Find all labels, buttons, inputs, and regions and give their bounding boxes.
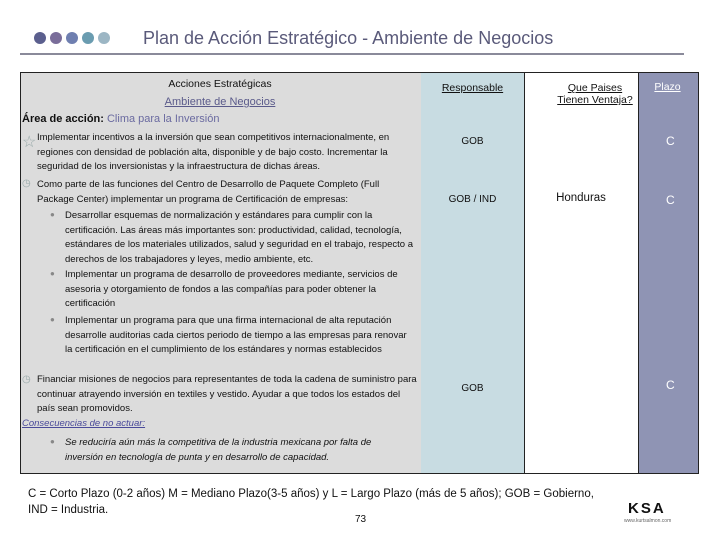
subitem-text: Desarrollar esquemas de normalización y estándares para cumplir con la certificación. Las áreas más importantes son: productividad, calidad, tecnología, estándares de los materiales utilizados, salud y seguridad en el trabajo, respecto a derechos de los trabajadores y leyes, medio ambiente, etc. [65, 210, 414, 265]
col-header-plazo: Plazo [654, 81, 681, 93]
dot-bullet-icon: ● [50, 315, 55, 324]
ksa-logo: KSA [628, 500, 666, 517]
dot-bullet-icon: ● [50, 437, 55, 446]
plazo-value: C [666, 134, 675, 148]
star-bullet-icon: ☆ [22, 134, 37, 151]
responsable-value: GOB [461, 136, 484, 147]
legend-footnote: C = Corto Plazo (0-2 años) M = Mediano Plazo(3-5 años) y L = Largo Plazo (más de 5 años); GOB = Gobierno, IND = Industria. [28, 488, 594, 516]
dot-icon [66, 32, 78, 44]
dot-bullet-icon: ● [50, 269, 55, 278]
plazo-column [638, 72, 699, 474]
title-divider [20, 53, 684, 55]
responsable-value: GOB [461, 383, 484, 394]
page-title: Plan de Acción Estratégico - Ambiente de Negocios [143, 28, 554, 48]
section-subtitle: Ambiente de Negocios [164, 96, 276, 108]
dot-icon [34, 32, 46, 44]
dot-icon [50, 32, 62, 44]
col-header-paises: Que Paises Tienen Ventaja? [557, 82, 633, 106]
area-label: Área de acción: [22, 113, 104, 125]
dot-bullet-icon: ● [50, 210, 55, 219]
action-text: Implementar incentivos a la inversión que sean competitivos internacionalmente, en regiones con densidad de población alta, disponible y de bajo costo. Incrementar la seguridad de los inversionistas y la infraestructura de dichas áreas. [37, 132, 390, 172]
decorative-dots [34, 32, 110, 44]
plazo-value: C [666, 378, 675, 392]
subitem-text: Implementar un programa para que una firma internacional de alta reputación desarrolle auditorias cada ciertos periodo de tiempo a las empresas para renovar la certificación en el cumplimiento de los estándares y normas establecidos [65, 315, 407, 355]
responsable-value: GOB / IND [448, 194, 497, 205]
dot-icon [98, 32, 110, 44]
action-text: Como parte de las funciones del Centro de Desarrollo de Paquete Completo (Full Package Center) implementar un programa de Certificación de empresas: [37, 179, 380, 205]
area-value: Clima para la Inversión [106, 113, 220, 125]
clock-bullet-icon: ◷ [22, 178, 31, 189]
logo-url: www.kurtsalmon.com [624, 518, 672, 524]
consequences-label: Consecuencias de no actuar: [22, 418, 146, 429]
paises-column [524, 72, 640, 474]
plazo-value: C [666, 193, 675, 207]
area-row [22, 113, 219, 125]
col-header-acciones: Acciones Estratégicas [168, 78, 272, 90]
action-text: Financiar misiones de negocios para representantes de toda la cadena de suministro para continuar atrayendo inversión en textiles y vestido. Ayudar a que todos los estados del país sean promovidos. [37, 374, 417, 414]
clock-bullet-icon: ◷ [22, 374, 31, 385]
consequence-text: Se reduciría aún más la competitiva de la industria mexicana por falta de inversión en tecnología de punta y en desarrollo de capacidad. [65, 437, 372, 463]
subitem-text: Implementar un programa de desarrollo de proveedores mediante, servicios de asesoria y otorgamiento de fondos a las compañías para poder obtener la certificación [65, 269, 398, 309]
paises-value: Honduras [556, 192, 606, 204]
responsable-column [421, 72, 524, 474]
page-number: 73 [355, 514, 367, 525]
col-header-responsable: Responsable [441, 82, 504, 94]
dot-icon [82, 32, 94, 44]
